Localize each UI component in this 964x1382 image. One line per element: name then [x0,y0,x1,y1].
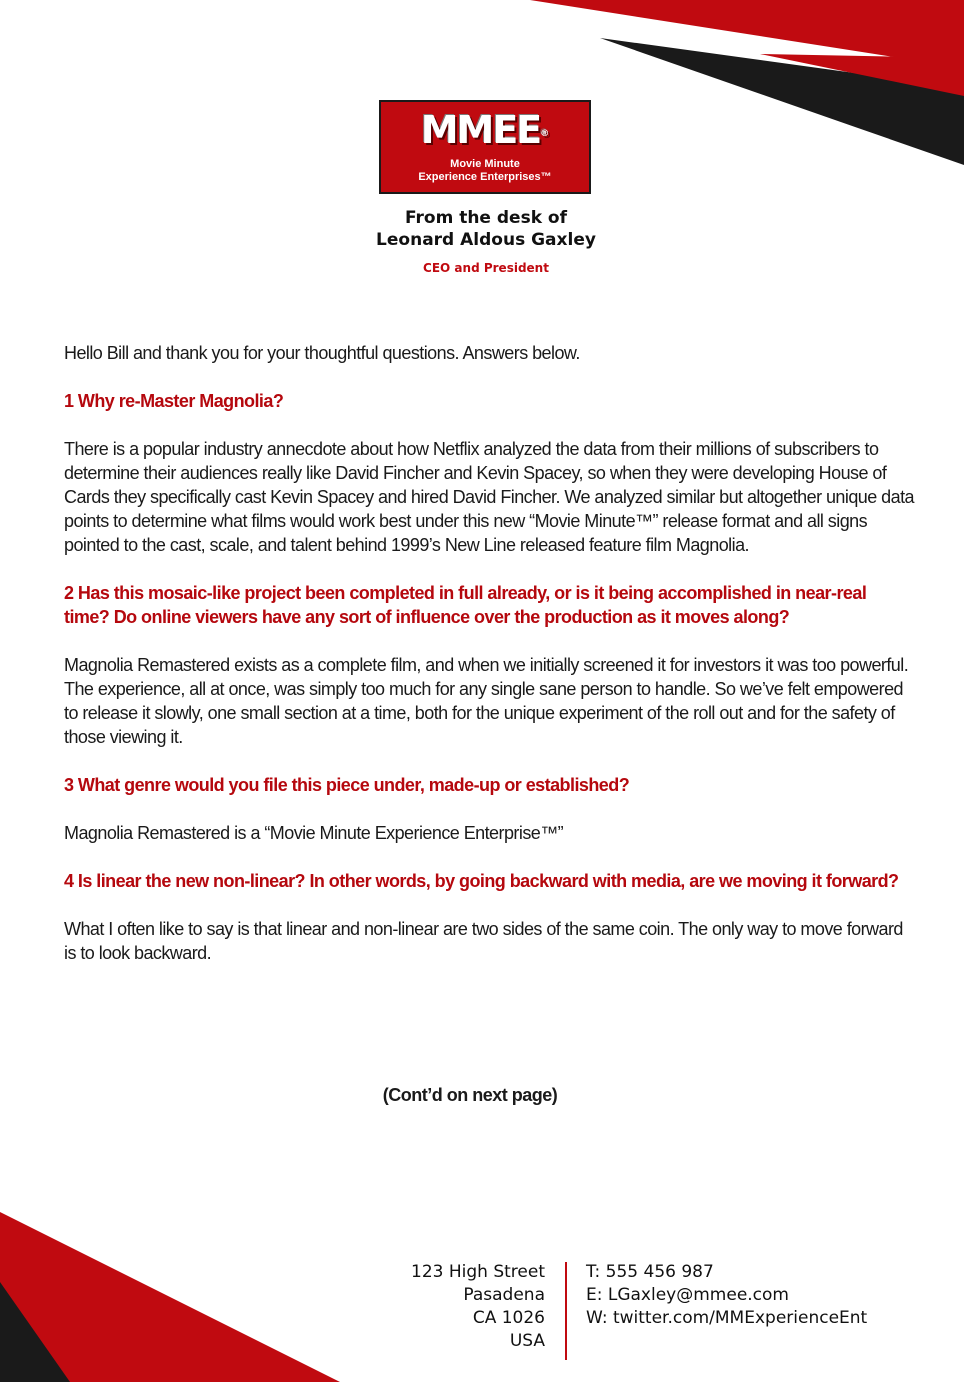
answer-1: There is a popular industry annecdote about how Netflix analyzed the data from their millions of subscribers to determine their audiences really like David Fincher and Kevin Spacey, so when they were developing House of Cards they specifically cast Kevin Spacey and hired David Fincher. We analyzed similar but altogether unique data points to determine what films would work best under this new “Movie Minute™” release format and all signs pointed to the cast, scale, and talent behind 1999’s New Line released feature film Magnolia. [64,439,915,555]
question-4: 4 Is linear the new non-linear? In other words, by going backward with media, are we moving it forward? [64,871,899,891]
letter-body [64,341,914,989]
company-logo [379,100,591,194]
answer-2: Magnolia Remastered exists as a complete film, and when we initially screened it for investors it was too powerful. The experience, all at once, was simply too much for any single sane person to handle. So we’ve felt empowered to release it slowly, one small section at a time, both for the unique experiment of the roll out and for the safety of those viewing it. [64,655,909,747]
footer-address [380,1261,545,1353]
logo-name-line-2: Experience Enterprises™ [418,171,552,183]
sender-name: Leonard Aldous Gaxley [376,230,596,250]
footer-contact [586,1261,946,1330]
website-line: W: twitter.com/MMExperienceEnt [586,1308,868,1328]
question-3: 3 What genre would you file this piece under, made-up or established? [64,775,630,795]
answer-4: What I often like to say is that linear and non-linear are two sides of the same coin. The only way to move forward is to look backward. [64,919,903,963]
continued-note: (Cont’d on next page) [382,1085,558,1105]
phone-line: T: 555 456 987 [586,1262,714,1282]
logo-mark: MMEE® [420,108,550,152]
greeting: Hello Bill and thank you for your thoughtful questions. Answers below. [64,343,580,363]
sender-role: CEO and President [423,261,549,275]
from-desk-label: From the desk of [404,208,567,228]
address-line: USA [509,1331,545,1351]
address-line: CA 1026 [472,1308,545,1328]
email-line: E: LGaxley@mmee.com [586,1285,789,1305]
logo-name-line-1: Movie Minute [450,158,520,170]
question-2: 2 Has this mosaic-like project been completed in full already, or is it being accomplished in near-real time? Do online viewers have any sort of influence over the production as it moves along? [64,583,867,627]
answer-3: Magnolia Remastered is a “Movie Minute Experience Enterprise™” [64,823,564,843]
address-line: 123 High Street [411,1262,545,1282]
question-1: 1 Why re-Master Magnolia? [64,391,284,411]
registered-mark: ® [540,129,550,139]
address-line: Pasadena [463,1285,545,1305]
logo-company-name [381,158,589,184]
footer-divider [565,1262,567,1360]
